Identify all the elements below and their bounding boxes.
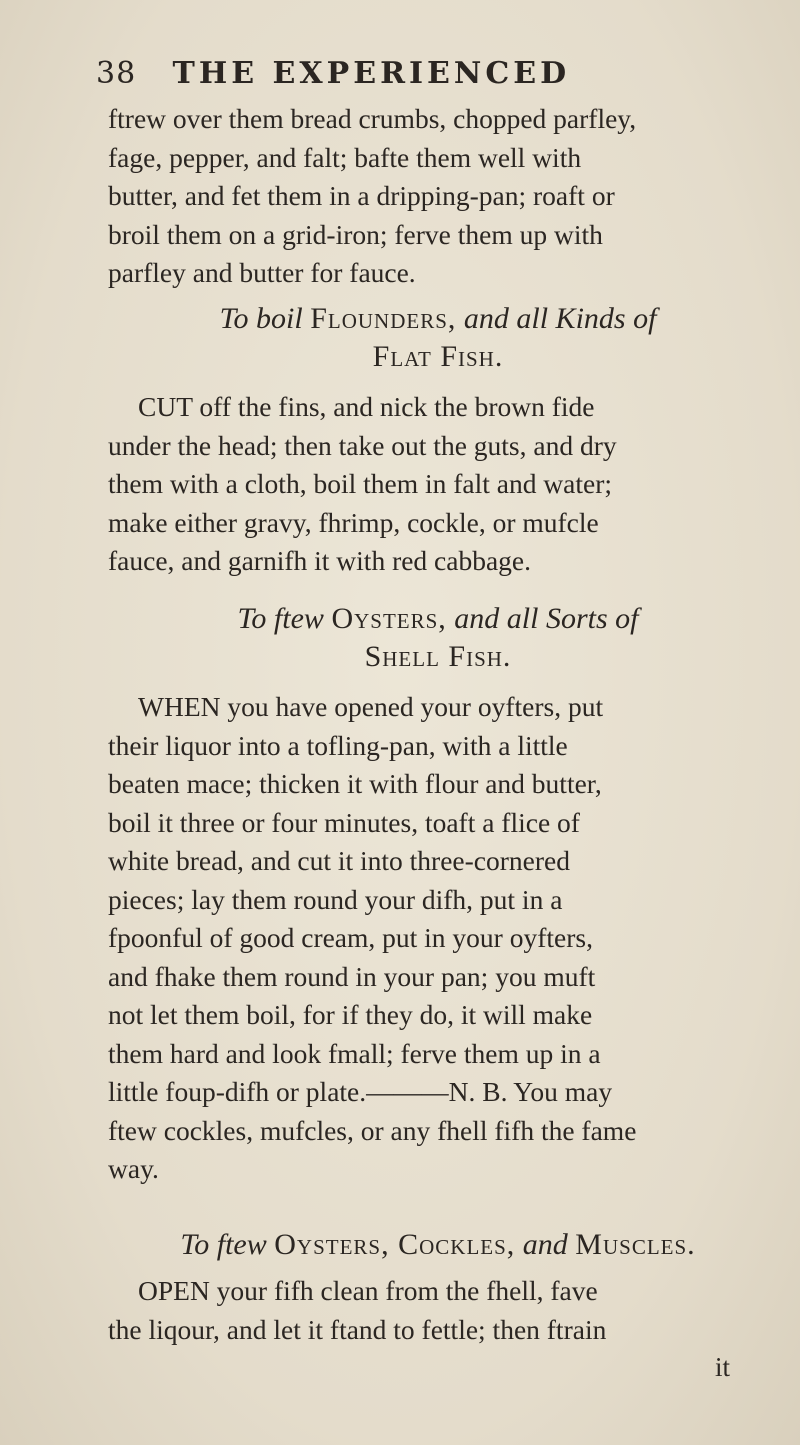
text-line: boil it three or four minutes, toaft a flice of	[108, 806, 580, 838]
heading-smallcaps: Oysters, Cockles,	[274, 1228, 516, 1261]
heading-smallcaps: Shell Fish.	[364, 640, 512, 673]
text-line: parfley and butter for fauce.	[108, 257, 416, 288]
heading-italic: and all Kinds of	[463, 302, 657, 335]
text-line: fage, pepper, and falt; bafte them well with	[108, 141, 582, 173]
heading-italic: and all Sorts of	[454, 602, 639, 635]
text-line: fauce, and garnifh it with red cabbage.	[108, 545, 532, 576]
running-title: THE EXPERIENCED	[172, 56, 571, 91]
recipe-heading-oysters	[108, 600, 768, 676]
text-line: them with a cloth, boil them in falt and water;	[108, 468, 613, 499]
text-line: white bread, and cut it into three-cornered	[108, 845, 570, 876]
heading-italic: and	[522, 1228, 568, 1261]
text-line: them hard and look fmall; ferve them up in a	[108, 1037, 601, 1069]
page-number: 38	[96, 56, 137, 91]
heading-italic: To boil	[219, 302, 303, 335]
heading-italic: To ftew	[237, 602, 324, 635]
heading-italic: To ftew	[180, 1228, 267, 1261]
text-line: broil them on a grid-iron; ferve them up with	[108, 218, 603, 250]
text-line: ftrew over them bread crumbs, chopped parfley,	[108, 103, 637, 134]
text-line: butter, and fet them in a dripping-pan; roaft or	[108, 180, 615, 211]
recipe-heading-flounders	[108, 300, 768, 376]
text-line: beaten mace; thicken it with flour and butter,	[108, 768, 602, 799]
heading-smallcaps: Flat Fish.	[372, 340, 504, 373]
paragraph-continuation	[108, 100, 768, 293]
running-header	[96, 56, 710, 91]
heading-smallcaps: Flounders,	[310, 302, 457, 335]
text-line: make either gravy, fhrimp, cockle, or mufcle	[108, 506, 599, 538]
paragraph-open-fish	[108, 1272, 768, 1349]
text-line: OPEN your fifh clean from the fhell, fave	[138, 1275, 598, 1306]
heading-smallcaps: Muscles.	[575, 1228, 696, 1261]
recipe-heading-oysters-cockles-muscles	[108, 1226, 768, 1264]
text-line: and fhake them round in your pan; you muft	[108, 960, 596, 992]
text-line: under the head; then take out the guts, and dry	[108, 429, 617, 461]
text-line: their liquor into a tofling-pan, with a little	[108, 729, 568, 761]
heading-smallcaps: Oysters,	[331, 602, 447, 635]
text-line: WHEN you have opened your oyfters, put	[138, 691, 604, 722]
catchword: it	[714, 1352, 730, 1382]
text-line: the liqour, and let it ftand to fettle; then ftrain	[108, 1313, 607, 1345]
text-line: CUT off the fins, and nick the brown fide	[138, 391, 595, 422]
text-line: little foup-difh or plate.———N. B. You may	[108, 1076, 613, 1107]
text-line: way.	[108, 1153, 159, 1184]
text-line: fpoonful of good cream, put in your oyfters,	[108, 922, 593, 953]
text-line: not let them boil, for if they do, it will make	[108, 999, 593, 1030]
text-line: pieces; lay them round your difh, put in a	[108, 883, 563, 915]
text-line: ftew cockles, mufcles, or any fhell fifh the fame	[108, 1114, 637, 1146]
paragraph-flounders	[108, 388, 768, 581]
paragraph-oysters	[108, 688, 768, 1189]
